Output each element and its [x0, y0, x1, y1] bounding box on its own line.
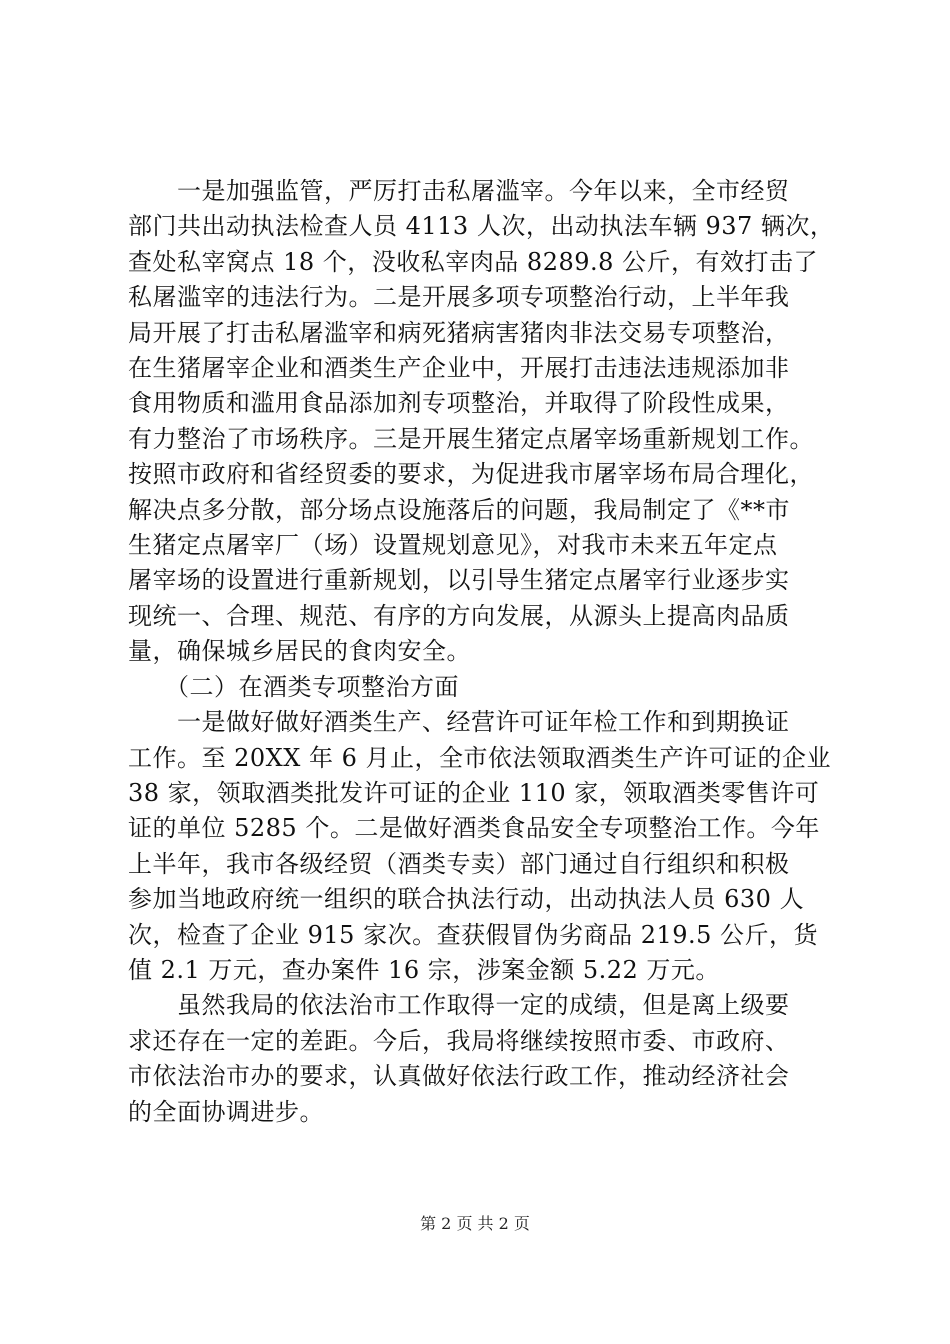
paragraph-line: 证的单位 5285 个。二是做好酒类食品安全专项整治工作。今年	[128, 814, 820, 843]
paragraph-line: 生猪定点屠宰厂（场）设置规划意见》，对我市未来五年定点	[128, 531, 778, 560]
document-body	[128, 174, 840, 1130]
paragraph-line: 市依法治市办的要求，认真做好依法行政工作，推动经济社会	[128, 1062, 790, 1091]
section-heading: （二）在酒类专项整治方面	[128, 672, 459, 701]
paragraph-line: 解决点多分散，部分场点设施落后的问题，我局制定了《**市	[128, 495, 790, 524]
paragraph-line: 工作。至 20XX 年 6 月止，全市依法领取酒类生产许可证的企业	[128, 743, 831, 772]
paragraph-line: 求还存在一定的差距。今后，我局将继续按照市委、市政府、	[128, 1026, 790, 1055]
paragraph-line: 量，确保城乡居民的食肉安全。	[128, 637, 471, 666]
paragraph-line: 食用物质和滥用食品添加剂专项整治，并取得了阶段性成果，	[128, 389, 790, 418]
paragraph-line: 一是加强监管，严厉打击私屠滥宰。今年以来，全市经贸	[128, 177, 790, 205]
paragraph-line: 在生猪屠宰企业和酒类生产企业中，开展打击违法违规添加非	[128, 354, 790, 383]
paragraph-line: 局开展了打击私屠滥宰和病死猪病害猪肉非法交易专项整治，	[128, 318, 790, 347]
paragraph-line: 次，检查了企业 915 家次。查获假冒伪劣商品 219.5 公斤，货	[128, 920, 819, 949]
paragraph-line: 虽然我局的依法治市工作取得一定的成绩，但是离上级要	[128, 991, 790, 1020]
paragraph-line: 值 2.1 万元，查办案件 16 宗，涉案金额 5.22 万元。	[128, 955, 720, 984]
page-number-footer: 第 2 页 共 2 页	[420, 1214, 530, 1233]
paragraph-line: 查处私宰窝点 18 个，没收私宰肉品 8289.8 公斤，有效打击了	[128, 247, 819, 276]
paragraph-line: 私屠滥宰的违法行为。二是开展多项专项整治行动，上半年我	[128, 283, 790, 312]
paragraph-line: 上半年，我市各级经贸（酒类专卖）部门通过自行组织和积极	[128, 849, 790, 878]
paragraph-line: 按照市政府和省经贸委的要求，为促进我市屠宰场布局合理化，	[128, 460, 814, 489]
paragraph-line: 有力整治了市场秩序。三是开展生猪定点屠宰场重新规划工作。	[128, 424, 814, 453]
paragraph-line: 一是做好做好酒类生产、经营许可证年检工作和到期换证	[128, 708, 790, 737]
paragraph-line: 的全面协调进步。	[128, 1097, 324, 1126]
paragraph-line: 参加当地政府统一组织的联合执法行动，出动执法人员 630 人	[128, 885, 805, 914]
paragraph-line: 现统一、合理、规范、有序的方向发展，从源头上提高肉品质	[128, 601, 790, 630]
paragraph-line: 部门共出动执法检查人员 4113 人次，出动执法车辆 937 辆次，	[128, 212, 835, 241]
paragraph-line: 屠宰场的设置进行重新规划，以引导生猪定点屠宰行业逐步实	[128, 566, 790, 595]
paragraph-line: 38 家，领取酒类批发许可证的企业 110 家，领取酒类零售许可	[128, 778, 820, 807]
